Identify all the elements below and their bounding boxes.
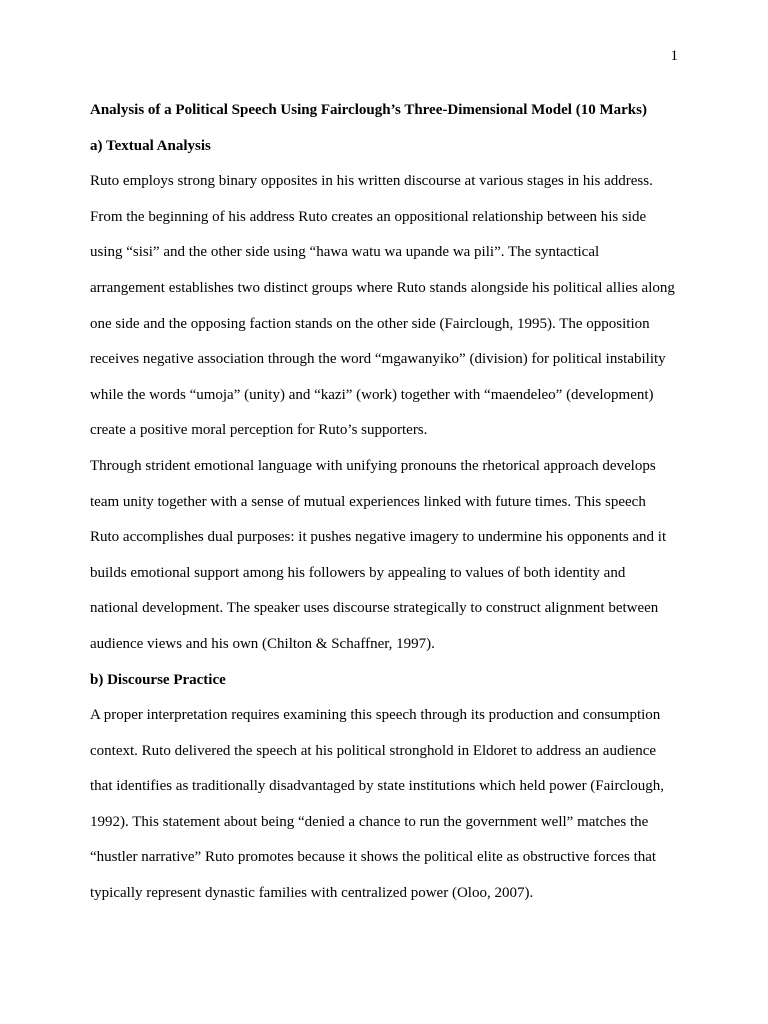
- page-number: 1: [670, 48, 678, 64]
- document-body: [90, 93, 680, 912]
- text-line: Through strident emotional language with unifying pronouns the rhetorical approach develops: [90, 457, 656, 474]
- text-line: builds emotional support among his followers by appealing to values of both identity and: [90, 564, 626, 581]
- text-line: create a positive moral perception for Ruto’s supporters.: [90, 422, 428, 439]
- paragraph-emotional-language: [90, 449, 680, 663]
- text-line: typically represent dynastic families with centralized power (Oloo, 2007).: [90, 885, 534, 902]
- text-line: while the words “umoja” (unity) and “kazi” (work) together with “maendeleo” (development): [90, 386, 654, 403]
- text-line: receives negative association through the word “mgawanyiko” (division) for political instability: [90, 351, 666, 368]
- text-line: using “sisi” and the other side using “hawa watu wa upande wa pili”. The syntactical: [90, 244, 600, 261]
- section-heading-discourse-practice: b) Discourse Practice: [90, 671, 226, 688]
- text-line: context. Ruto delivered the speech at his political stronghold in Eldoret to address an audience: [90, 742, 657, 759]
- text-line: A proper interpretation requires examining this speech through its production and consumption: [90, 707, 661, 724]
- text-line: that identifies as traditionally disadvantaged by state institutions which held power (Fairclough,: [90, 778, 665, 795]
- text-line: audience views and his own (Chilton & Schaffner, 1997).: [90, 635, 435, 652]
- text-line: Ruto accomplishes dual purposes: it pushes negative imagery to undermine his opponents and it: [90, 529, 667, 546]
- text-line: national development. The speaker uses discourse strategically to construct alignment between: [90, 600, 659, 617]
- text-line: “hustler narrative” Ruto promotes because it shows the political elite as obstructive forces that: [90, 849, 657, 866]
- text-line: From the beginning of his address Ruto creates an oppositional relationship between his side: [90, 208, 647, 225]
- section-heading-textual-analysis: a) Textual Analysis: [90, 137, 211, 154]
- document-title: Analysis of a Political Speech Using Fairclough’s Three-Dimensional Model (10 Marks): [90, 102, 647, 118]
- text-line: arrangement establishes two distinct groups where Ruto stands alongside his political allies along: [90, 279, 675, 296]
- text-line: team unity together with a sense of mutual experiences linked with future times. This speech: [90, 493, 646, 510]
- text-line: Ruto employs strong binary opposites in his written discourse at various stages in his address.: [90, 173, 653, 190]
- paragraph-binary-opposites: [90, 164, 680, 449]
- text-line: 1992). This statement about being “denied a chance to run the government well” matches the: [90, 813, 649, 830]
- paragraph-production-context: [90, 698, 680, 912]
- text-line: one side and the opposing faction stands on the other side (Fairclough, 1995). The opposition: [90, 315, 650, 332]
